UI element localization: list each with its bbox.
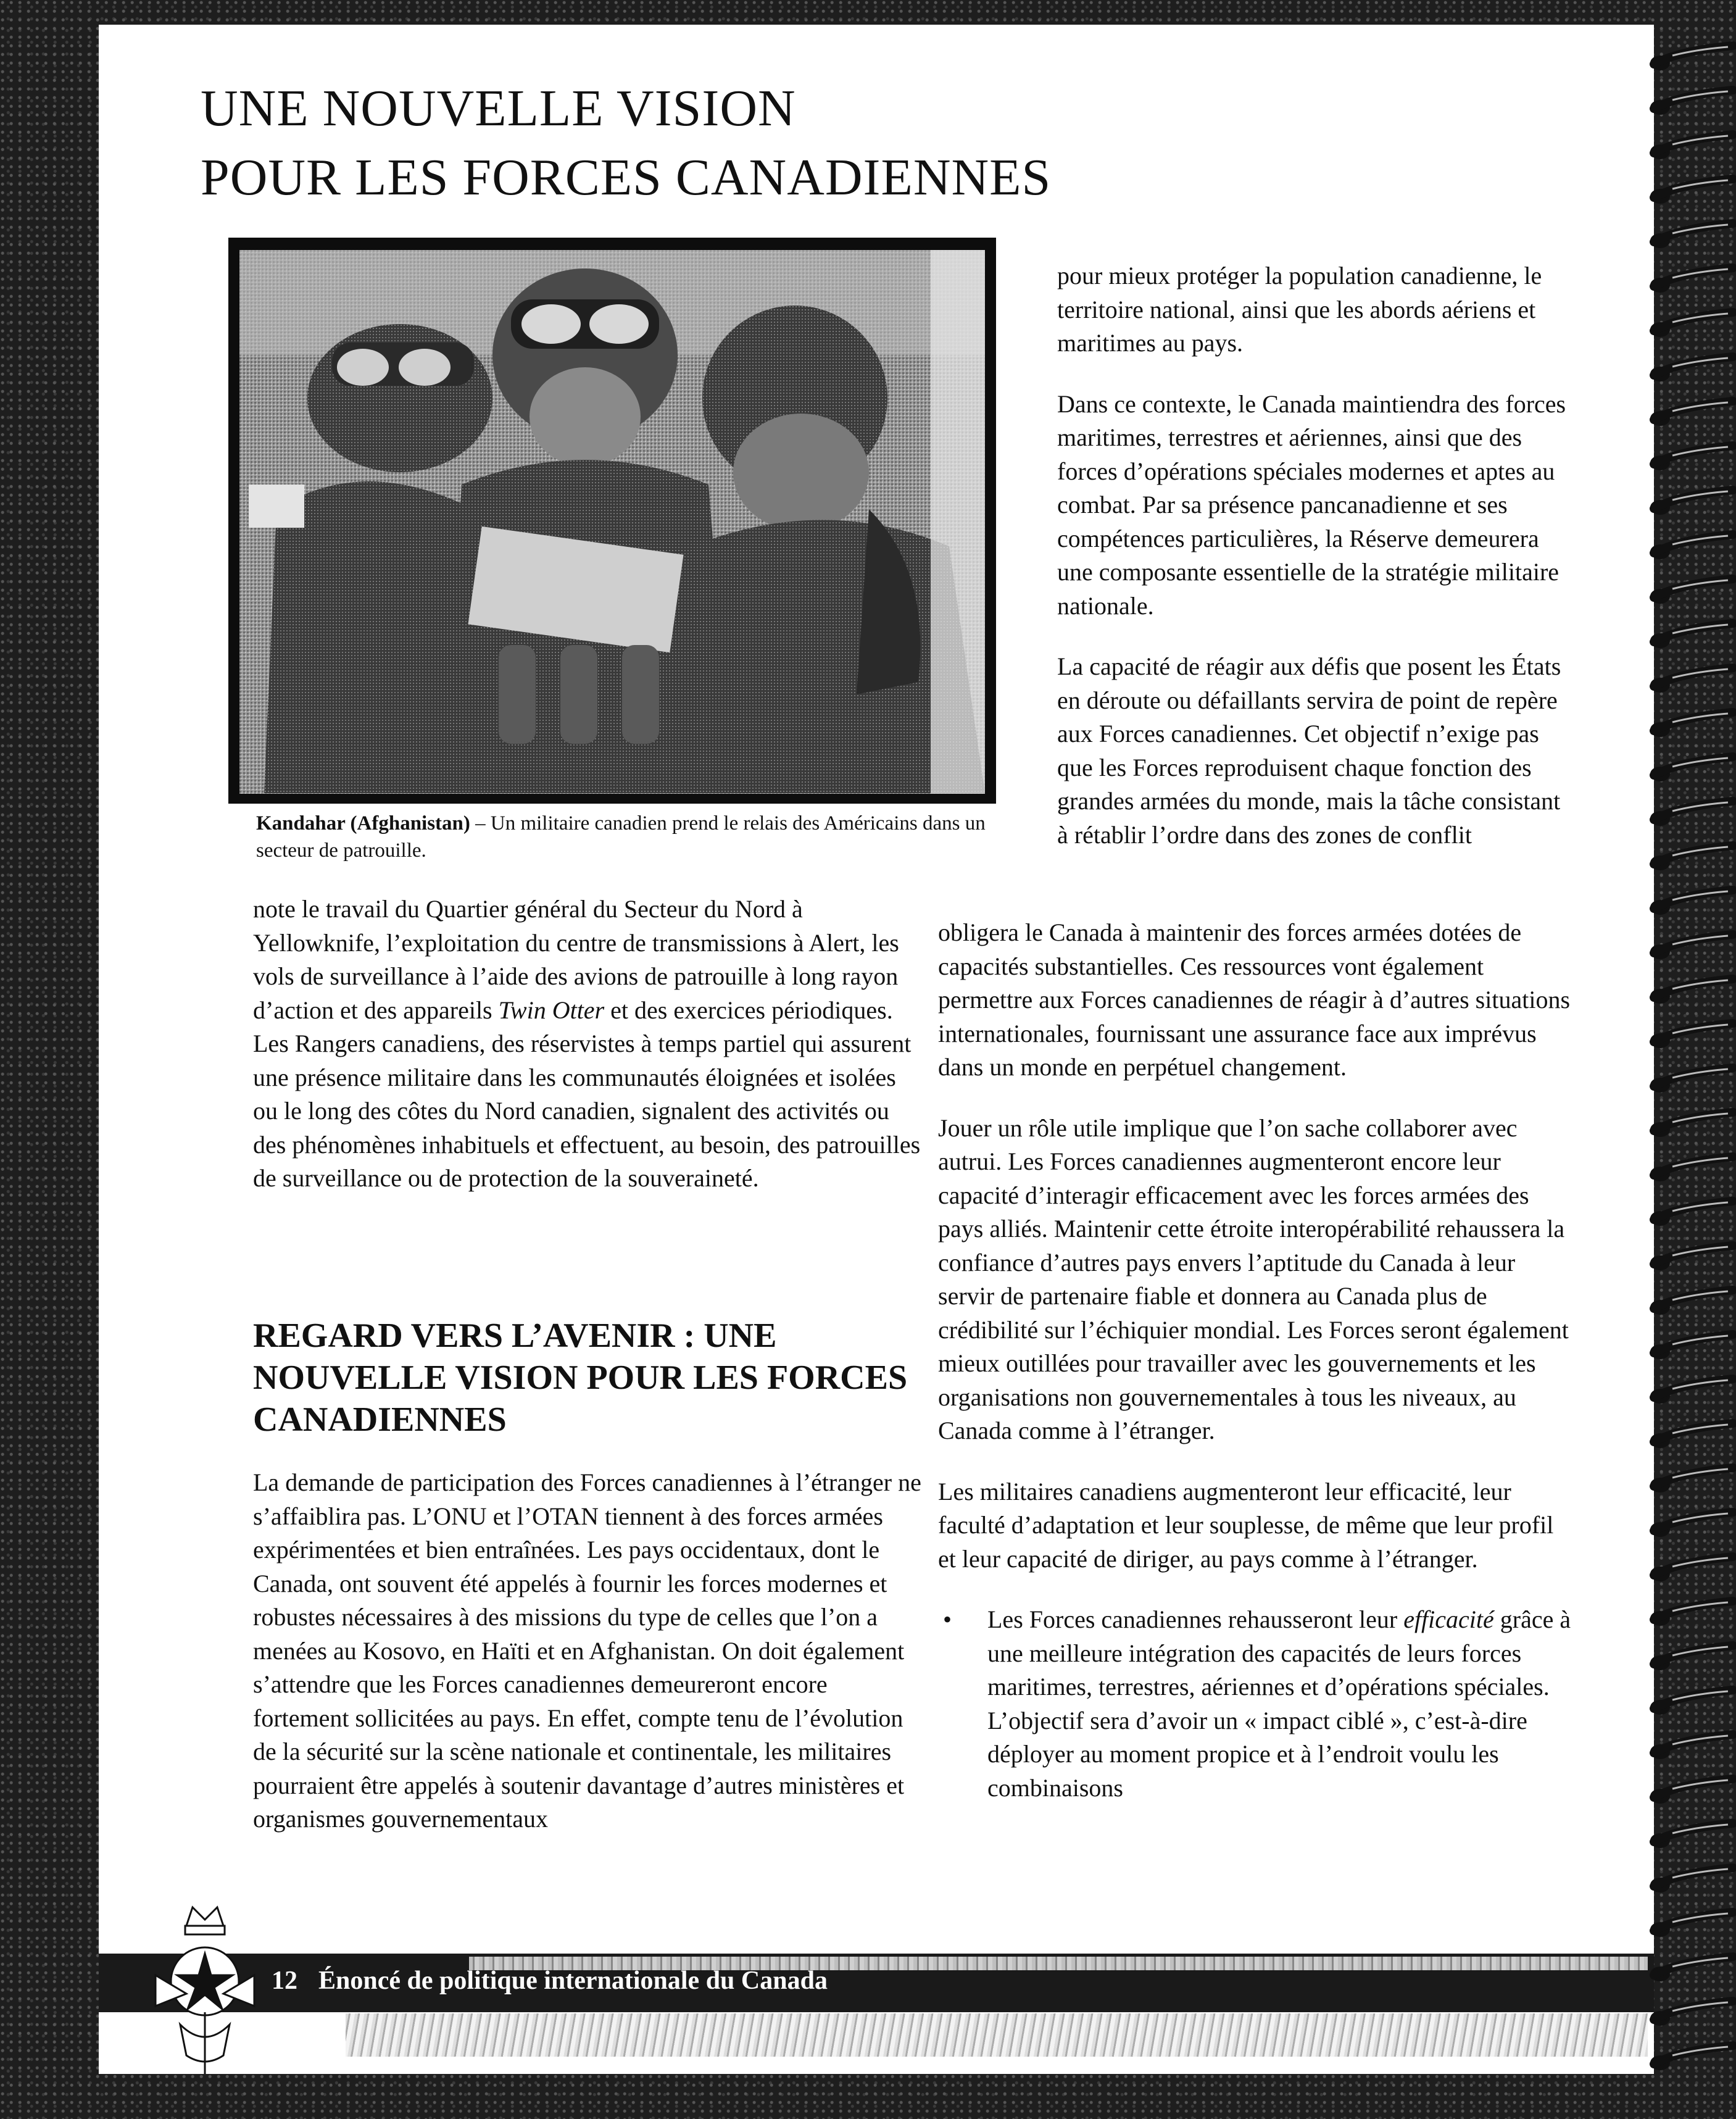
spiral-loop — [1650, 1957, 1733, 1981]
paragraph-northern-sector — [253, 893, 926, 1196]
spiral-loop — [1650, 1779, 1733, 1804]
para1-part-a: note le travail du Quartier général du Secteur du Nord à Yellowknife, l’exploitation du centre de transmissions à Alert, les vols de surveillance à l’aide des avions de patrouille à long rayon d’action et des appareils — [253, 895, 899, 1024]
spiral-loop — [1650, 1823, 1733, 1848]
right-column-top — [1057, 259, 1572, 852]
section-heading: REGARD VERS L’AVENIR : UNE NOUVELLE VISION POUR LES FORCES CANADIENNES — [253, 1317, 908, 1439]
spiral-loop — [1650, 1201, 1733, 1226]
spiral-loop — [1650, 1379, 1733, 1404]
spiral-loop — [1650, 90, 1733, 115]
spiral-loop — [1650, 1334, 1733, 1359]
paragraph-context: Dans ce contexte, le Canada maintiendra des forces maritimes, terrestres et aériennes, ainsi que des forces d’opérations spéciales modernes et aptes au combat. Par sa présence pancanadienne et ses compétences particulières, la Réserve demeurera une composante essentielle de la stratégie militaire nationale. — [1057, 389, 1566, 620]
spiral-loop — [1650, 1601, 1733, 1626]
spiral-loop — [1650, 2046, 1733, 2070]
page-number: 12 — [272, 1967, 297, 1995]
spiral-loop — [1650, 1646, 1733, 1670]
spiral-loop — [1650, 446, 1733, 470]
spiral-binding — [1635, 25, 1736, 2117]
spiral-loop — [1650, 223, 1733, 248]
title-line-2: POUR LES FORCES CANADIENNES — [201, 149, 1052, 206]
spiral-loop — [1650, 357, 1733, 381]
footer-texture-bottom — [346, 2013, 1648, 2057]
paragraph-effectiveness: Les militaires canadiens augmenteront leur efficacité, leur faculté d’adaptation et leur souplesse, de même que leur profil et leur capacité de diriger, au pays comme à l’étranger. — [938, 1477, 1554, 1573]
spiral-loop — [1650, 890, 1733, 915]
spiral-loop — [1650, 801, 1733, 826]
title-line-1: UNE NOUVELLE VISION — [201, 80, 796, 137]
spiral-loop — [1650, 1157, 1733, 1181]
bullet-dot: • — [943, 1605, 952, 1633]
spiral-loop — [1650, 1868, 1733, 1892]
spiral-loop — [1650, 490, 1733, 515]
spiral-loop — [1650, 135, 1733, 159]
spiral-loop — [1650, 668, 1733, 693]
canadian-forces-crest-icon — [143, 1901, 267, 2080]
spiral-loop — [1650, 757, 1733, 781]
publication-title: Énoncé de politique internationale du Canada — [318, 1967, 828, 1995]
caption-text: – Un militaire canadien prend le relais des Américains dans un secteur de patrouille. — [256, 812, 986, 862]
bullet-part-b: grâce à une meilleure intégration des capacités de leurs forces maritimes, terrestres, aériennes et d’opérations spéciales. L’objectif sera d’avoir un « impact ciblé », c’est-à-dire déployer au moment propice et à l’endroit voulu les combinaisons — [987, 1605, 1571, 1802]
left-column-upper — [253, 893, 926, 1223]
paragraph-capacity: La capacité de réagir aux défis que posent les États en déroute ou défaillants servira de point de repère aux Forces canadiennes. Cet objectif n’exige pas que les Forces reproduisent chaque fonction des grandes armées du monde, mais la tâche consistant à rétablir l’ordre dans des zones de conflit — [1057, 652, 1561, 849]
spiral-loop — [1650, 1023, 1733, 1048]
spiral-loop — [1650, 1557, 1733, 1581]
spiral-loop — [1650, 1512, 1733, 1537]
spiral-loop — [1650, 179, 1733, 204]
spiral-loop — [1650, 1068, 1733, 1093]
spiral-loop — [1650, 46, 1733, 70]
spiral-loop — [1650, 312, 1733, 337]
caption-location: Kandahar (Afghanistan) — [256, 812, 470, 835]
spiral-loop — [1650, 1112, 1733, 1137]
spiral-loop — [1650, 1423, 1733, 1448]
spiral-loop — [1650, 712, 1733, 737]
spiral-loop — [1650, 935, 1733, 959]
bullet-italic: efficacité — [1403, 1605, 1494, 1633]
spiral-loop — [1650, 1690, 1733, 1715]
page-title — [201, 74, 1051, 212]
spiral-loop — [1650, 268, 1733, 293]
footer-title — [272, 1962, 828, 2000]
paragraph-demand: La demande de participation des Forces canadiennes à l’étranger ne s’affaiblira pas. L’ONU et l’OTAN tiennent à des forces armées expérimentées et bien entraînées. Les pays occidentaux, dont le Canada, ont souvent été appelés à fournir les forces modernes et robustes nécessaires à des missions du type de celles que l’on a menées au Kosovo, en Haïti et en Afghanistan. On doit également s’attendre que les Forces canadiennes demeureront encore fortement sollicitées au pays. En effet, compte tenu de l’évolution de la sécurité sur la scène nationale et continentale, les militaires pourraient être appelés à soutenir davantage d’autres ministères et organismes gouvernementaux — [253, 1468, 921, 1833]
soldiers-photo — [239, 250, 985, 794]
spiral-loop — [1650, 1290, 1733, 1315]
paragraph-protect: pour mieux protéger la population canadienne, le territoire national, ainsi que les abords aériens et maritimes au pays. — [1057, 262, 1542, 357]
spiral-loop — [1650, 401, 1733, 426]
spiral-loop — [1650, 1734, 1733, 1759]
spiral-loop — [1650, 1912, 1733, 1937]
para1-italic: Twin Otter — [498, 996, 605, 1024]
photo-caption — [256, 810, 1009, 864]
para1-part-b: et des exercices périodiques. Les Rangers canadiens, des réservistes à temps partiel qui assurent une présence militaire dans les communautés éloignées et isolées ou le long des côtes du Nord canadien, signalent des activités ou des phénomènes inhabituels et effectuent, au besoin, des patrouilles de surveillance ou de protection de la souveraineté. — [253, 996, 921, 1192]
spiral-loop — [1650, 535, 1733, 559]
paragraph-collaborate: Jouer un rôle utile implique que l’on sache collaborer avec autrui. Les Forces canadiennes augmenteront encore leur capacité d’interagir efficacement avec les forces armées des pays alliés. Maintenir cette étroite interopérabilité rehaussera la confiance d’autres pays envers l’aptitude du Canada à leur servir de partenaire fiable et donnera au Canada plus de crédibilité sur l’échiquier mondial. Les Forces seront également mieux outillées pour travailler avec les gouvernements et les organisations non gouvernementales à tous les niveaux, au Canada comme à l’étranger. — [938, 1114, 1569, 1444]
spiral-loop — [1650, 1468, 1733, 1492]
spiral-loop — [1650, 2001, 1733, 2026]
spiral-loop — [1650, 979, 1733, 1004]
photo-frame — [228, 238, 996, 804]
spiral-loop — [1650, 846, 1733, 870]
paragraph-capacity-cont: obligera le Canada à maintenir des forces armées dotées de capacités substantielles. Ces ressources vont également permettre aux Forces canadiennes de réagir à d’autres situations internationales, fournissant une assurance face aux imprévus dans un monde en perpétuel changement. — [938, 918, 1571, 1081]
bullet-part-a: Les Forces canadiennes rehausseront leur — [987, 1605, 1404, 1633]
left-column-lower — [253, 1466, 926, 1863]
right-column-bottom — [938, 916, 1574, 1832]
spiral-loop — [1650, 1246, 1733, 1270]
spiral-loop — [1650, 623, 1733, 648]
spiral-loop — [1650, 579, 1733, 604]
bullet-item-efficacite — [938, 1603, 1574, 1805]
